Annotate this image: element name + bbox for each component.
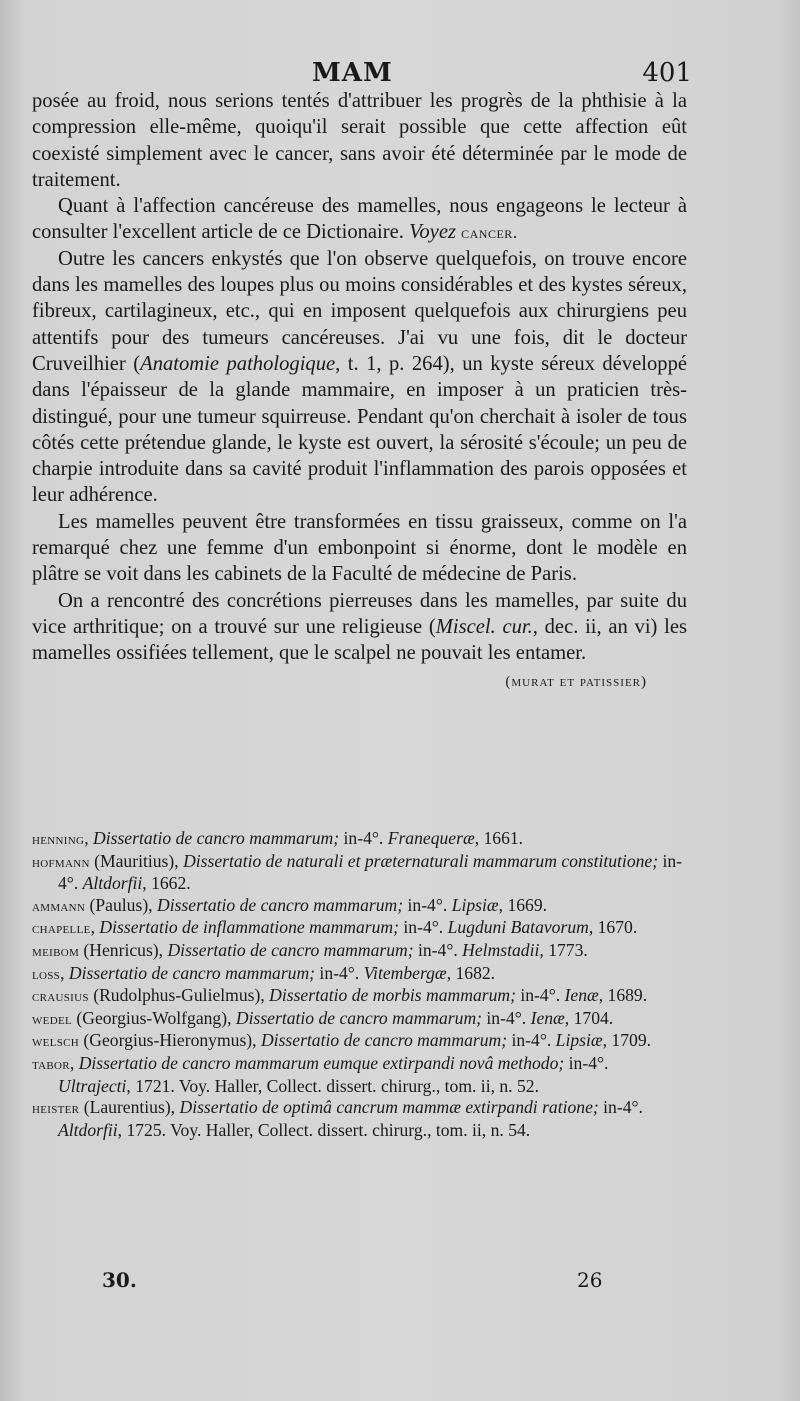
entry-author: ammann (32, 897, 86, 915)
author-signature: (murat et patissier) (505, 673, 647, 690)
entry-title: Dissertatio de cancro mammarum; (93, 828, 340, 848)
page-number: 401 (642, 58, 692, 88)
entry-place: Ienæ (530, 1007, 565, 1028)
page-footer (32, 1268, 692, 1294)
entry-title: Dissertatio de cancro mammarum; (260, 1030, 508, 1051)
entry-format: in-4°. (399, 917, 448, 938)
bibliography-entry (32, 1097, 684, 1141)
entry-title: Dissertatio de cancro mammarum; (235, 1007, 483, 1028)
bibliography-entry (32, 985, 684, 1008)
entry-author: tabor (32, 1055, 70, 1073)
entry-date: , 1662. (142, 873, 191, 894)
entry-place: Lipsiæ (555, 1030, 603, 1051)
bibliography-entry (32, 917, 684, 940)
bibliography-entry (32, 828, 684, 851)
body-text (32, 88, 687, 695)
entry-date: , 1669. (498, 894, 548, 915)
entry-author: crausius (32, 988, 89, 1006)
sheet-number: 26 (577, 1268, 603, 1292)
paragraph-1: posée au froid, nous serions tentés d'attribuer les progrès de la phthisie à la compression elle-même, quoiqu'il serait possible que cette affection eût coexisté simplement avec le cancer, sans avoir été déterminée par le mode de traitement. (32, 90, 687, 191)
entry-format: in-4°. (315, 962, 364, 983)
entry-text: (Paulus), (85, 894, 157, 915)
running-head: MAM (312, 58, 393, 88)
entry-author: loss (32, 965, 61, 983)
entry-format: in-4°. (564, 1052, 609, 1073)
entry-text: (Rudolphus-Gulielmus), (88, 985, 270, 1006)
paragraph-3-text-a: Outre les cancers enkystés que l'on observe quelquefois, on trouve encore dans les mamelles des loupes plus ou moins considérables et des kystes séreux, fibreux, cartilagineux, etc., qui en imposent quelquefois aux chirurgiens peu attentifs pour des tumeurs cancéreuses. J'ai vu une fois, dit le docteur Cruveilhier ( (32, 247, 687, 375)
bibliography-entry (32, 1008, 684, 1031)
entry-format: in-4°. (413, 939, 463, 960)
entry-author: henning (32, 831, 85, 848)
entry-title: Dissertatio de naturali et præternaturali mammarum constitutione; (183, 850, 659, 871)
entry-format: in-4°. (482, 1007, 531, 1028)
entry-date: , 1670. (588, 917, 638, 938)
entry-text: (Henricus), (79, 939, 168, 960)
entry-place: Franequeræ (387, 828, 475, 848)
entry-title: Dissertatio de cancro mammarum; (68, 962, 316, 983)
entry-format: in-4°. (58, 850, 683, 894)
entry-place: Vitembergæ (363, 962, 447, 983)
entry-text: , (84, 828, 93, 848)
entry-date: , 1773. (539, 939, 588, 960)
entry-format: in-4°. (339, 828, 388, 848)
paragraph-5-text-a: On a rencontré des concrétions pierreuses dans les mamelles, par suite du vice arthritique; on a trouvé sur une religieuse ( (32, 589, 687, 638)
voyez-word: Voyez (409, 221, 456, 244)
entry-author: heister (32, 1100, 80, 1118)
bibliography-entry (32, 1030, 684, 1053)
entry-title: Dissertatio de optimâ cancrum mammæ extirpandi ratione; (179, 1097, 599, 1118)
entry-author: chapelle (32, 920, 91, 938)
entry-date: , 1689. (598, 985, 648, 1006)
entry-title: Dissertatio de cancro mammarum eumque extirpandi novâ methodo; (78, 1052, 565, 1073)
signature-mark: 30. (102, 1268, 137, 1292)
entry-place: Altdorfii (82, 873, 143, 894)
paragraph-3 (32, 246, 687, 509)
bibliography-entry (32, 895, 684, 918)
cited-work-title: Anatomie pathologique (140, 352, 336, 375)
entry-author: meibom (32, 942, 80, 960)
bibliography-entry (32, 851, 684, 895)
bibliography-entry (32, 940, 684, 963)
paragraph-4: Les mamelles peuvent être transformées en tissu graisseux, comme on l'a remarqué chez une femme d'un embonpoint si énorme, dont le modèle en plâtre se voit dans les cabinets de la Faculté de médecine de Paris. (32, 510, 687, 586)
entry-author: hofmann (32, 853, 90, 871)
entry-date: , 1725. Voy. Haller, Collect. dissert. chirurg., tom. ii, n. 54. (117, 1119, 531, 1140)
entry-text: (Georgius-Wolfgang), (71, 1007, 236, 1028)
entry-date: , 1704. (564, 1007, 614, 1028)
paragraph-2-text: Quant à l'affection cancéreuse des mamelles, nous engageons le lecteur à consulter l'excellent article de ce Dictionaire. (32, 195, 687, 244)
entry-title: Dissertatio de morbis mammarum; (269, 985, 516, 1006)
entry-title: Dissertatio de inflammatione mammarum; (99, 917, 399, 938)
cross-reference: cancer. (461, 222, 518, 243)
paragraph-5-text-b: , dec. ii, an vi) les mamelles ossifiées tellement, que le scalpel ne pouvait les entamer. (32, 615, 687, 665)
entry-place: Lipsiæ (451, 894, 499, 915)
paragraph-5 (32, 588, 687, 667)
page-header (32, 58, 692, 92)
entry-text: , (90, 917, 100, 938)
entry-date: , 1709. (602, 1030, 652, 1051)
entry-text: , (69, 1052, 79, 1073)
entry-date: , 1661. (474, 828, 524, 848)
entry-place: Ienæ (564, 985, 599, 1006)
entry-format: in-4°. (598, 1097, 643, 1118)
entry-text: (Mauritius), (89, 850, 184, 871)
entry-place: Ultrajecti (58, 1075, 127, 1096)
entry-date: , 1721. Voy. Haller, Collect. dissert. chirurg., tom. ii, n. 52. (126, 1075, 539, 1096)
cited-journal-title: Miscel. cur. (435, 615, 533, 638)
entry-author: wedel (32, 1010, 72, 1028)
entry-title: Dissertatio de cancro mammarum; (167, 939, 414, 960)
entry-place: Helmstadii (462, 939, 540, 960)
entry-text: (Georgius-Hieronymus), (79, 1030, 261, 1051)
entry-place: Altdorfii (58, 1119, 118, 1140)
entry-date: , 1682. (446, 962, 496, 983)
entry-place: Lugduni Batavorum (447, 917, 589, 938)
entry-format: in-4°. (507, 1030, 556, 1051)
paragraph-3-text-b: , t. 1, p. 264), un kyste séreux développé dans l'épaisseur de la glande mammaire, en imposer à un praticien très-distingué, pour une tumeur squirreuse. Pendant qu'on cherchait à isoler de tous côtés cette prétendue glande, le kyste est ouvert, la sérosité s'écoule; un peu de charpie introduite dans sa cavité produit l'inflammation des parois opposées et leur adhérence. (32, 352, 688, 507)
entry-format: in-4°. (403, 894, 452, 915)
entry-author: welsch (32, 1033, 80, 1051)
bibliography-entry (32, 1053, 684, 1097)
paragraph-2 (32, 193, 687, 246)
entry-text: (Laurentius), (79, 1097, 180, 1118)
entry-format: in-4°. (515, 985, 565, 1006)
entry-title: Dissertatio de cancro mammarum; (156, 894, 404, 915)
entry-text: , (60, 962, 69, 983)
bibliography-entry (32, 963, 684, 986)
bibliography (32, 828, 684, 1141)
